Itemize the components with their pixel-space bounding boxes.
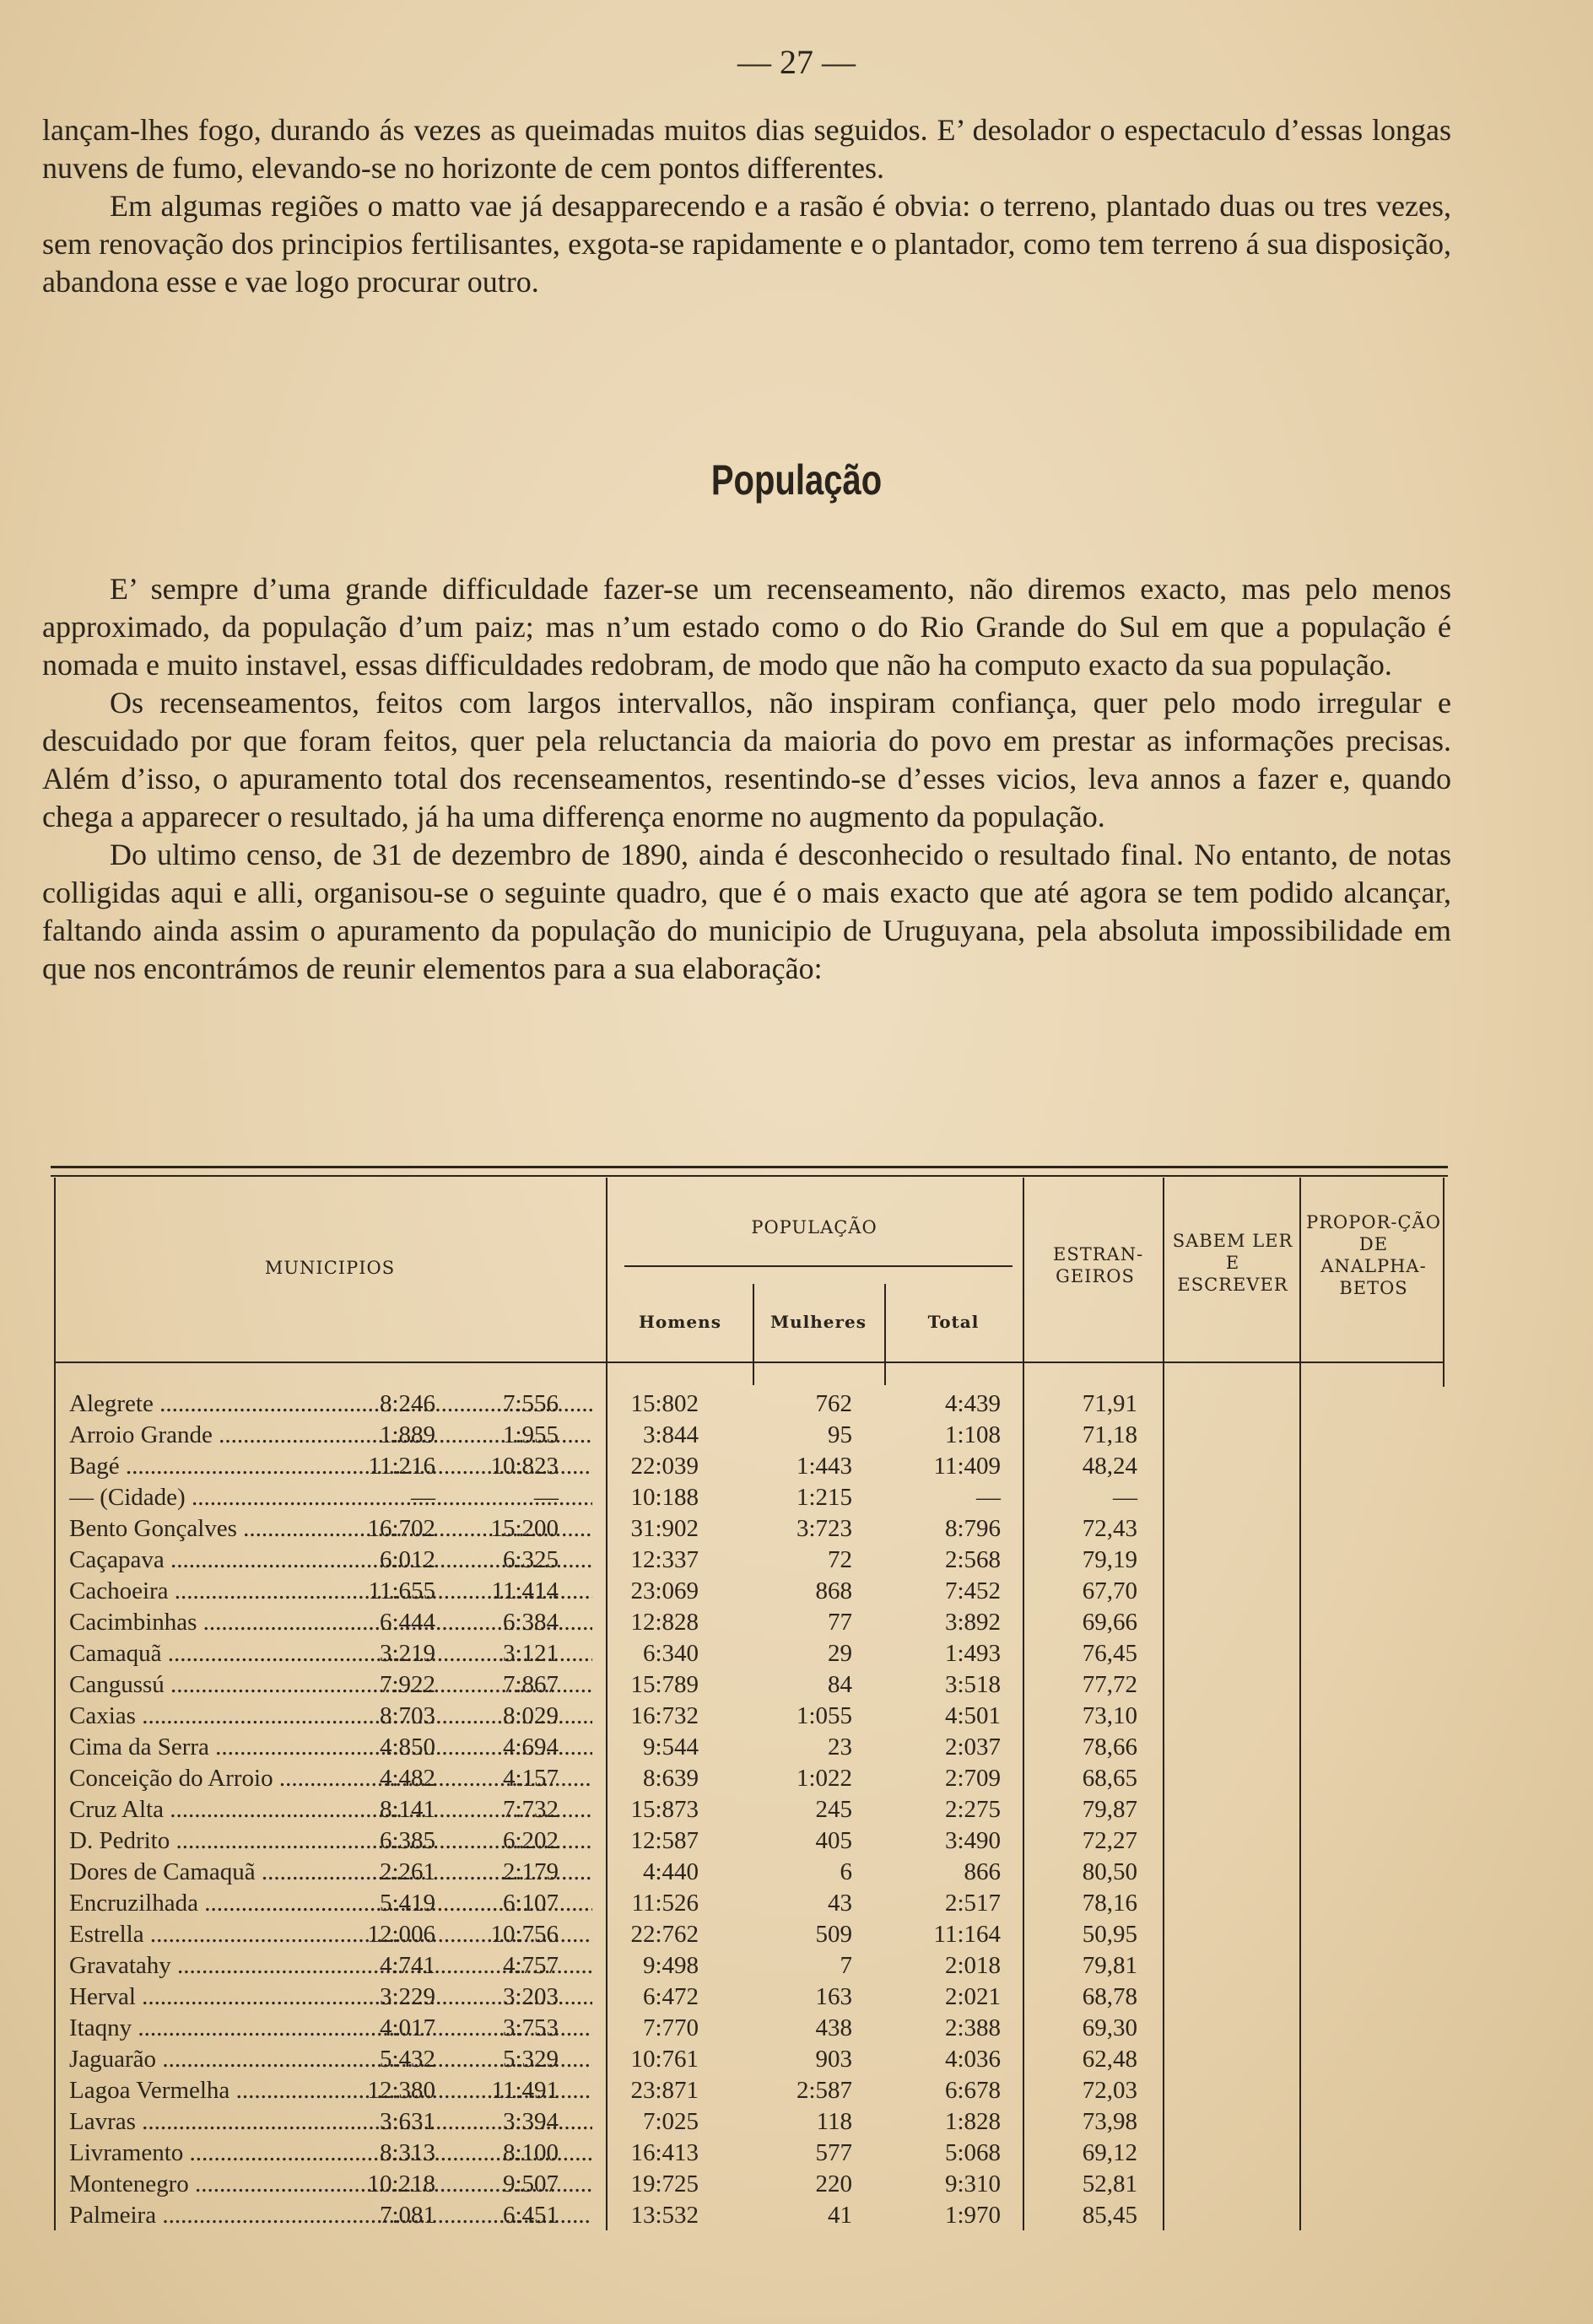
proporcao-cell: 85,45 bbox=[1082, 2202, 1137, 2229]
homens-cell: 16:702 bbox=[367, 1515, 435, 1542]
sabem-ler-cell: 9:310 bbox=[944, 2170, 1001, 2197]
municipio-cell: Conceição do Arroio ..... bbox=[69, 1763, 592, 1794]
total-cell: 13:532 bbox=[630, 2202, 699, 2229]
homens-cell: 3:229 bbox=[379, 1983, 435, 2010]
sabem-ler-cell: 4:439 bbox=[944, 1390, 1001, 1417]
total-cell: 6:472 bbox=[642, 1983, 699, 2010]
municipio-cell: Lagoa Vermelha ..... bbox=[69, 2075, 592, 2106]
estrangeiros-cell: 6 bbox=[840, 1858, 852, 1885]
total-cell: 23:871 bbox=[630, 2077, 699, 2104]
homens-cell: 3:631 bbox=[379, 2108, 435, 2135]
table-row bbox=[51, 1825, 1448, 1857]
table-rule bbox=[624, 1265, 1012, 1267]
estrangeiros-cell: 2:587 bbox=[796, 2077, 852, 2104]
total-cell: 12:828 bbox=[630, 1609, 699, 1636]
mulheres-cell: 6:325 bbox=[502, 1546, 559, 1573]
sabem-ler-cell: 1:970 bbox=[944, 2202, 1001, 2229]
table-row bbox=[51, 2013, 1448, 2044]
header-estrangeiros: ESTRAN-GEIROS bbox=[1053, 1244, 1144, 1286]
mulheres-cell: — bbox=[534, 1484, 559, 1511]
estrangeiros-cell: 509 bbox=[815, 1921, 852, 1948]
mulheres-cell: 6:202 bbox=[502, 1827, 559, 1854]
table-row bbox=[51, 2075, 1448, 2106]
table-row bbox=[51, 1388, 1448, 1420]
homens-cell: 6:385 bbox=[379, 1827, 435, 1854]
mulheres-cell: 3:203 bbox=[502, 1983, 559, 2010]
sabem-ler-cell: 4:501 bbox=[944, 1702, 1001, 1729]
mulheres-cell: 7:556 bbox=[502, 1390, 559, 1417]
mulheres-cell: 10:756 bbox=[490, 1921, 559, 1948]
table-row bbox=[51, 1732, 1448, 1763]
proporcao-cell: 77,72 bbox=[1082, 1671, 1137, 1698]
mulheres-cell: 11:414 bbox=[491, 1577, 559, 1604]
total-cell: 22:039 bbox=[630, 1453, 699, 1480]
header-municipios: MUNICIPIOS bbox=[264, 1258, 396, 1278]
municipio-cell: Cangussú ..... bbox=[69, 1669, 592, 1701]
sabem-ler-cell: 2:021 bbox=[944, 1983, 1001, 2010]
proporcao-cell: 48,24 bbox=[1082, 1453, 1137, 1480]
proporcao-cell: 71,18 bbox=[1082, 1421, 1137, 1448]
total-cell: 7:025 bbox=[642, 2108, 699, 2135]
table-row bbox=[51, 1669, 1448, 1701]
municipio-cell: Itaqny ..... bbox=[69, 2013, 592, 2044]
sabem-ler-cell: 2:709 bbox=[944, 1765, 1001, 1792]
table-row bbox=[51, 1857, 1448, 1888]
estrangeiros-cell: 23 bbox=[828, 1734, 852, 1761]
table-row bbox=[51, 1545, 1448, 1576]
mulheres-cell: 6:107 bbox=[502, 1890, 559, 1917]
estrangeiros-cell: 118 bbox=[816, 2108, 852, 2135]
total-cell: 15:789 bbox=[630, 1671, 699, 1698]
homens-cell: — bbox=[411, 1484, 435, 1511]
proporcao-cell: 78,16 bbox=[1082, 1890, 1137, 1917]
table-row bbox=[51, 2169, 1448, 2200]
municipio-cell: Dores de Camaquã ..... bbox=[69, 1857, 592, 1888]
estrangeiros-cell: 438 bbox=[815, 2014, 852, 2041]
table-row bbox=[51, 1919, 1448, 1950]
homens-cell: 3:219 bbox=[379, 1640, 435, 1667]
table-row bbox=[51, 1638, 1448, 1669]
estrangeiros-cell: 220 bbox=[815, 2170, 852, 2197]
sabem-ler-cell: 2:018 bbox=[944, 1952, 1001, 1979]
estrangeiros-cell: 577 bbox=[815, 2139, 852, 2166]
estrangeiros-cell: 43 bbox=[828, 1890, 852, 1917]
sabem-ler-cell: 7:452 bbox=[944, 1577, 1001, 1604]
total-cell: 22:762 bbox=[630, 1921, 699, 1948]
estrangeiros-cell: 163 bbox=[815, 1983, 852, 2010]
sabem-ler-cell: 1:108 bbox=[944, 1421, 1001, 1448]
total-cell: 3:844 bbox=[642, 1421, 699, 1448]
estrangeiros-cell: 762 bbox=[815, 1390, 852, 1417]
municipio-cell: Cruz Alta ..... bbox=[69, 1794, 592, 1825]
homens-cell: 7:922 bbox=[379, 1671, 435, 1698]
total-cell: 31:902 bbox=[630, 1515, 699, 1542]
population-table bbox=[51, 1166, 1448, 2230]
sabem-ler-cell: 8:796 bbox=[944, 1515, 1001, 1542]
sabem-ler-cell: 3:518 bbox=[944, 1671, 1001, 1698]
table-row bbox=[51, 2044, 1448, 2075]
sabem-ler-cell: 11:164 bbox=[933, 1921, 1001, 1948]
municipio-cell: Encruzilhada ..... bbox=[69, 1888, 592, 1919]
municipio-cell: Montenegro ..... bbox=[69, 2169, 592, 2200]
estrangeiros-cell: 72 bbox=[828, 1546, 852, 1573]
proporcao-cell: 62,48 bbox=[1082, 2046, 1137, 2073]
estrangeiros-cell: 7 bbox=[840, 1952, 852, 1979]
proporcao-cell: 50,95 bbox=[1082, 1921, 1137, 1948]
proporcao-cell: 69,12 bbox=[1082, 2139, 1137, 2166]
proporcao-cell: 72,43 bbox=[1082, 1515, 1137, 1542]
total-cell: 15:802 bbox=[630, 1390, 699, 1417]
header-mulheres: Mulheres bbox=[770, 1312, 867, 1332]
sabem-ler-cell: 4:036 bbox=[944, 2046, 1001, 2073]
estrangeiros-cell: 77 bbox=[828, 1609, 852, 1636]
proporcao-cell: 52,81 bbox=[1082, 2170, 1137, 2197]
homens-cell: 4:741 bbox=[379, 1952, 435, 1979]
intro-paragraph: lançam-lhes fogo, durando ás vezes as queimadas muitos dias seguidos. E’ desolador o espectaculo d’essas longas nuvens de fumo, elevando-se no horizonte de cem pontos differentes. bbox=[42, 113, 1451, 185]
table-row bbox=[51, 1576, 1448, 1607]
proporcao-cell: 68,78 bbox=[1082, 1983, 1137, 2010]
homens-cell: 4:017 bbox=[379, 2014, 435, 2041]
total-cell: 11:526 bbox=[631, 1890, 699, 1917]
estrangeiros-cell: 84 bbox=[828, 1671, 852, 1698]
proporcao-cell: 71,91 bbox=[1082, 1390, 1137, 1417]
mulheres-cell: 4:757 bbox=[502, 1952, 559, 1979]
intro-paragraph: Em algumas regiões o matto vae já desapparecendo e a rasão é obvia: o terreno, plantado duas ou tres vezes, sem renovação dos principios fertilisantes, exgota-se rapidamente e o plantador, como tem terreno á sua disposição, abandona esse e vae logo procurar outro. bbox=[42, 189, 1451, 299]
proporcao-cell: — bbox=[1113, 1484, 1137, 1511]
homens-cell: 8:246 bbox=[379, 1390, 435, 1417]
proporcao-cell: 67,70 bbox=[1082, 1577, 1137, 1604]
header-populacao: POPULAÇÃO bbox=[751, 1217, 878, 1237]
sabem-ler-cell: 5:068 bbox=[944, 2139, 1001, 2166]
homens-cell: 11:216 bbox=[368, 1453, 435, 1480]
sabem-ler-cell: 1:828 bbox=[944, 2108, 1001, 2135]
proporcao-cell: 72,27 bbox=[1082, 1827, 1137, 1854]
homens-cell: 10:218 bbox=[367, 2170, 435, 2197]
proporcao-cell: 80,50 bbox=[1082, 1858, 1137, 1885]
sabem-ler-cell: 2:568 bbox=[944, 1546, 1001, 1573]
municipio-cell: Estrella ..... bbox=[69, 1919, 592, 1950]
total-cell: 10:761 bbox=[630, 2046, 699, 2073]
table-row bbox=[51, 1888, 1448, 1919]
estrangeiros-cell: 29 bbox=[828, 1640, 852, 1667]
sabem-ler-cell: 11:409 bbox=[933, 1453, 1001, 1480]
homens-cell: 7:081 bbox=[379, 2202, 435, 2229]
homens-cell: 4:850 bbox=[379, 1734, 435, 1761]
table-rule bbox=[54, 1362, 1443, 1363]
homens-cell: 4:482 bbox=[379, 1765, 435, 1792]
mulheres-cell: 9:507 bbox=[502, 2170, 559, 2197]
proporcao-cell: 79,87 bbox=[1082, 1796, 1137, 1823]
proporcao-cell: 73,10 bbox=[1082, 1702, 1137, 1729]
total-cell: 9:498 bbox=[642, 1952, 699, 1979]
mulheres-cell: 6:451 bbox=[502, 2202, 559, 2229]
municipio-cell: Cima da Serra ..... bbox=[69, 1732, 592, 1763]
sabem-ler-cell: 2:388 bbox=[944, 2014, 1001, 2041]
municipio-cell: Alegrete ..... bbox=[69, 1388, 592, 1420]
mulheres-cell: 7:732 bbox=[502, 1796, 559, 1823]
homens-cell: 6:444 bbox=[379, 1609, 435, 1636]
proporcao-cell: 68,65 bbox=[1082, 1765, 1137, 1792]
municipio-cell: — (Cidade) ..... bbox=[69, 1482, 592, 1513]
municipio-cell: Gravatahy ..... bbox=[69, 1950, 592, 1982]
total-cell: 16:732 bbox=[630, 1702, 699, 1729]
municipio-cell: D. Pedrito ..... bbox=[69, 1825, 592, 1857]
table-row bbox=[51, 1950, 1448, 1982]
mulheres-cell: 5:329 bbox=[502, 2046, 559, 2073]
sabem-ler-cell: 2:517 bbox=[944, 1890, 1001, 1917]
header-sabem: SABEM LER E ESCREVER bbox=[1172, 1231, 1293, 1295]
municipio-cell: Lavras ..... bbox=[69, 2106, 592, 2138]
mulheres-cell: 2:179 bbox=[502, 1858, 559, 1885]
sabem-ler-cell: 6:678 bbox=[944, 2077, 1001, 2104]
mulheres-cell: 3:121 bbox=[502, 1640, 559, 1667]
page-number: — 27 — bbox=[737, 43, 856, 81]
total-cell: 8:639 bbox=[642, 1765, 699, 1792]
table-row bbox=[51, 1982, 1448, 2013]
proporcao-cell: 73,98 bbox=[1082, 2108, 1137, 2135]
table-row bbox=[51, 2138, 1448, 2169]
estrangeiros-cell: 1:443 bbox=[796, 1453, 852, 1480]
mulheres-cell: 15:200 bbox=[490, 1515, 559, 1542]
homens-cell: 6:012 bbox=[379, 1546, 435, 1573]
total-cell: 9:544 bbox=[642, 1734, 699, 1761]
body-paragraph: Os recenseamentos, feitos com largos intervallos, não inspiram confiança, quer pelo modo irregular e descuidado por que foram feitos, quer pela reluctancia da maioria do povo em prestar as informações precisas. Além d’isso, o apuramento total dos recenseamentos, resentindo-se d’esses vicios, leva annos a fazer e, quando chega a apparecer o resultado, já ha uma differença enorme no augmento da população. bbox=[42, 686, 1451, 833]
municipio-cell: Jaguarão ..... bbox=[69, 2044, 592, 2075]
municipio-cell: Caxias ..... bbox=[69, 1701, 592, 1732]
mulheres-cell: 4:694 bbox=[502, 1734, 559, 1761]
municipio-cell: Cachoeira ..... bbox=[69, 1576, 592, 1607]
proporcao-cell: 78,66 bbox=[1082, 1734, 1137, 1761]
total-cell: 12:337 bbox=[630, 1546, 699, 1573]
estrangeiros-cell: 1:215 bbox=[796, 1484, 852, 1511]
municipio-cell: Cacimbinhas ..... bbox=[69, 1607, 592, 1638]
mulheres-cell: 8:100 bbox=[502, 2139, 559, 2166]
municipio-cell: Palmeira ..... bbox=[69, 2200, 592, 2231]
municipio-cell: Camaquã ..... bbox=[69, 1638, 592, 1669]
body-paragraph: E’ sempre d’uma grande difficuldade fazer-se um recenseamento, não diremos exacto, mas pelo menos approximado, da população d’um paiz; mas n’um estado como o do Rio Grande do Sul em que a população é nomada e muito instavel, essas difficuldades redobram, de modo que não ha computo exacto da sua população. bbox=[42, 572, 1451, 682]
header-homens: Homens bbox=[639, 1312, 721, 1332]
total-cell: 10:188 bbox=[630, 1484, 699, 1511]
table-row bbox=[51, 1701, 1448, 1732]
mulheres-cell: 3:753 bbox=[502, 2014, 559, 2041]
mulheres-cell: 4:157 bbox=[502, 1765, 559, 1792]
homens-cell: 12:380 bbox=[367, 2077, 435, 2104]
municipio-cell: Herval ..... bbox=[69, 1982, 592, 2013]
mulheres-cell: 1:955 bbox=[502, 1421, 559, 1448]
table-row bbox=[51, 1513, 1448, 1545]
municipio-cell: Livramento ..... bbox=[69, 2138, 592, 2169]
intro-text bbox=[42, 111, 1451, 301]
municipio-cell: Bagé ..... bbox=[69, 1451, 592, 1482]
total-cell: 7:770 bbox=[642, 2014, 699, 2041]
table-row bbox=[51, 1451, 1448, 1482]
table-row bbox=[51, 1420, 1448, 1451]
mulheres-cell: 3:394 bbox=[502, 2108, 559, 2135]
table-rule bbox=[1443, 1178, 1444, 1387]
sabem-ler-cell: 2:275 bbox=[944, 1796, 1001, 1823]
estrangeiros-cell: 95 bbox=[828, 1421, 852, 1448]
proporcao-cell: 79,81 bbox=[1082, 1952, 1137, 1979]
homens-cell: 8:141 bbox=[379, 1796, 435, 1823]
estrangeiros-cell: 41 bbox=[828, 2202, 852, 2229]
total-cell: 19:725 bbox=[630, 2170, 699, 2197]
mulheres-cell: 7:867 bbox=[502, 1671, 559, 1698]
sabem-ler-cell: 1:493 bbox=[944, 1640, 1001, 1667]
estrangeiros-cell: 1:022 bbox=[796, 1765, 852, 1792]
estrangeiros-cell: 868 bbox=[815, 1577, 852, 1604]
proporcao-cell: 69,30 bbox=[1082, 2014, 1137, 2041]
body-text bbox=[42, 570, 1451, 988]
table-row bbox=[51, 1482, 1448, 1513]
proporcao-cell: 76,45 bbox=[1082, 1640, 1137, 1667]
total-cell: 12:587 bbox=[630, 1827, 699, 1854]
sabem-ler-cell: — bbox=[976, 1484, 1001, 1511]
sabem-ler-cell: 866 bbox=[964, 1858, 1001, 1885]
estrangeiros-cell: 3:723 bbox=[796, 1515, 852, 1542]
municipio-cell: Bento Gonçalves ..... bbox=[69, 1513, 592, 1545]
mulheres-cell: 10:823 bbox=[490, 1453, 559, 1480]
header-proporcao: PROPOR-ÇÃO DE ANALPHA-BETOS bbox=[1306, 1212, 1441, 1298]
total-cell: 16:413 bbox=[630, 2139, 699, 2166]
table-row bbox=[51, 2200, 1448, 2231]
table-top-border bbox=[51, 1166, 1448, 1177]
homens-cell: 5:419 bbox=[379, 1890, 435, 1917]
homens-cell: 12:006 bbox=[367, 1921, 435, 1948]
homens-cell: 8:313 bbox=[379, 2139, 435, 2166]
estrangeiros-cell: 405 bbox=[815, 1827, 852, 1854]
body-paragraph: Do ultimo censo, de 31 de dezembro de 1890, ainda é desconhecido o resultado final. No entanto, de notas colligidas aqui e alli, organisou-se o seguinte quadro, que é o mais exacto que até agora se tem podido alcançar, faltando ainda assim o apuramento da população do municipio de Uruguyana, pela absoluta impossibilidade em que nos encontrámos de reunir elementos para a sua elaboração: bbox=[42, 838, 1451, 985]
estrangeiros-cell: 903 bbox=[815, 2046, 852, 2073]
total-cell: 4:440 bbox=[642, 1858, 699, 1885]
homens-cell: 5:432 bbox=[379, 2046, 435, 2073]
header-total: Total bbox=[927, 1312, 980, 1332]
sabem-ler-cell: 3:490 bbox=[944, 1827, 1001, 1854]
table-row bbox=[51, 1763, 1448, 1794]
total-cell: 6:340 bbox=[642, 1640, 699, 1667]
total-cell: 15:873 bbox=[630, 1796, 699, 1823]
estrangeiros-cell: 1:055 bbox=[796, 1702, 852, 1729]
table-row bbox=[51, 1794, 1448, 1825]
mulheres-cell: 8:029 bbox=[502, 1702, 559, 1729]
table-rule bbox=[884, 1284, 886, 1385]
section-heading: População bbox=[710, 456, 883, 504]
estrangeiros-cell: 245 bbox=[815, 1796, 852, 1823]
proporcao-cell: 72,03 bbox=[1082, 2077, 1137, 2104]
homens-cell: 1:889 bbox=[379, 1421, 435, 1448]
table-row bbox=[51, 2106, 1448, 2138]
homens-cell: 8:703 bbox=[379, 1702, 435, 1729]
homens-cell: 11:655 bbox=[368, 1577, 435, 1604]
mulheres-cell: 11:491 bbox=[491, 2077, 559, 2104]
homens-cell: 2:261 bbox=[379, 1858, 435, 1885]
municipio-cell: Caçapava ..... bbox=[69, 1545, 592, 1576]
table-row bbox=[51, 1607, 1448, 1638]
total-cell: 23:069 bbox=[630, 1577, 699, 1604]
sabem-ler-cell: 3:892 bbox=[944, 1609, 1001, 1636]
proporcao-cell: 79,19 bbox=[1082, 1546, 1137, 1573]
municipio-cell: Arroio Grande ..... bbox=[69, 1420, 592, 1451]
sabem-ler-cell: 2:037 bbox=[944, 1734, 1001, 1761]
proporcao-cell: 69,66 bbox=[1082, 1609, 1137, 1636]
mulheres-cell: 6:384 bbox=[502, 1609, 559, 1636]
table-rule bbox=[753, 1284, 754, 1385]
